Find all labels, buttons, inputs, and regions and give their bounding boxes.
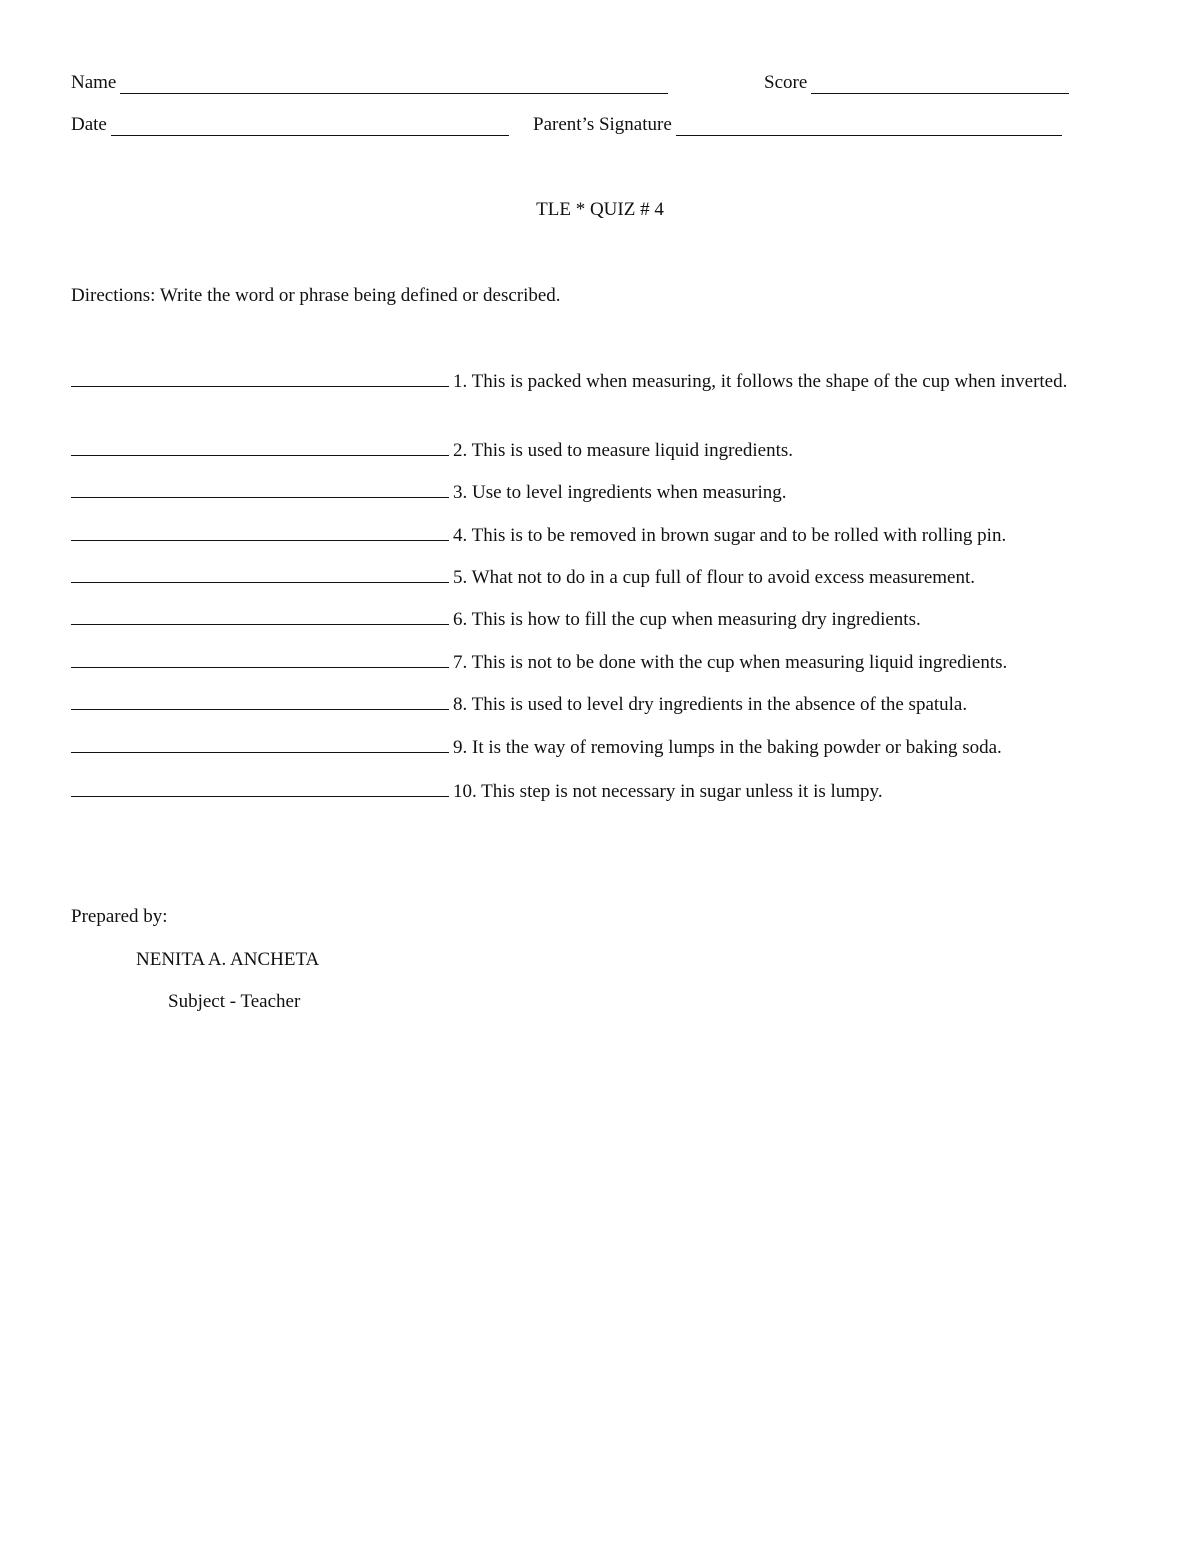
- name-field: [71, 72, 668, 94]
- item-text-3: 3. Use to level ingredients when measuring.: [453, 482, 787, 503]
- answer-blank-3[interactable]: [71, 479, 449, 498]
- answer-blank-7[interactable]: [71, 649, 449, 668]
- prepared-by-label: Prepared by:: [71, 906, 168, 927]
- quiz-item-2: [71, 437, 1086, 464]
- item-text-8: 8. This is used to level dry ingredients in the absence of the spatula.: [453, 694, 968, 715]
- answer-blank-5[interactable]: [71, 564, 449, 583]
- answer-blank-10[interactable]: [71, 778, 449, 797]
- teacher-name: NENITA A. ANCHETA: [136, 949, 320, 970]
- quiz-item-6: [71, 606, 1086, 633]
- score-blank[interactable]: [811, 75, 1069, 94]
- item-text-4: 4. This is to be removed in brown sugar and to be rolled with rolling pin.: [453, 525, 1007, 546]
- quiz-item-10: [71, 778, 1086, 805]
- teacher-role: Subject - Teacher: [168, 991, 301, 1012]
- score-label: Score: [764, 72, 808, 93]
- quiz-item-5: [71, 564, 1086, 591]
- score-field: [764, 72, 1069, 94]
- name-blank[interactable]: [120, 75, 668, 94]
- item-text-2: 2. This is used to measure liquid ingredients.: [453, 440, 794, 461]
- name-label: Name: [71, 72, 117, 93]
- date-label: Date: [71, 114, 107, 135]
- quiz-item-7: [71, 649, 1086, 676]
- quiz-item-8: [71, 691, 1086, 718]
- quiz-item-4: [71, 522, 1086, 549]
- parent-signature-label: Parent’s Signature: [533, 114, 672, 135]
- item-text-9: 9. It is the way of removing lumps in the baking powder or baking soda.: [453, 737, 1002, 758]
- item-text-10: 10. This step is not necessary in sugar unless it is lumpy.: [453, 781, 883, 802]
- quiz-item-9: [71, 734, 1086, 761]
- quiz-title: TLE * QUIZ # 4: [536, 199, 664, 220]
- item-text-6: 6. This is how to fill the cup when measuring dry ingredients.: [453, 609, 921, 630]
- directions-text: Directions: Write the word or phrase being defined or described.: [71, 285, 561, 306]
- parent-signature-field: [533, 114, 1062, 136]
- quiz-item-1: [71, 368, 1086, 395]
- quiz-item-3: [71, 479, 1086, 506]
- answer-blank-1[interactable]: [71, 368, 449, 387]
- item-text-7: 7. This is not to be done with the cup when measuring liquid ingredients.: [453, 652, 1008, 673]
- answer-blank-6[interactable]: [71, 606, 449, 625]
- answer-blank-9[interactable]: [71, 734, 449, 753]
- item-text-5: 5. What not to do in a cup full of flour to avoid excess measurement.: [453, 567, 976, 588]
- item-text-1: 1. This is packed when measuring, it follows the shape of the cup when inverted.: [453, 371, 1068, 392]
- parent-signature-blank[interactable]: [676, 117, 1062, 136]
- answer-blank-2[interactable]: [71, 437, 449, 456]
- date-blank[interactable]: [111, 117, 509, 136]
- date-field: [71, 114, 509, 136]
- answer-blank-8[interactable]: [71, 691, 449, 710]
- answer-blank-4[interactable]: [71, 522, 449, 541]
